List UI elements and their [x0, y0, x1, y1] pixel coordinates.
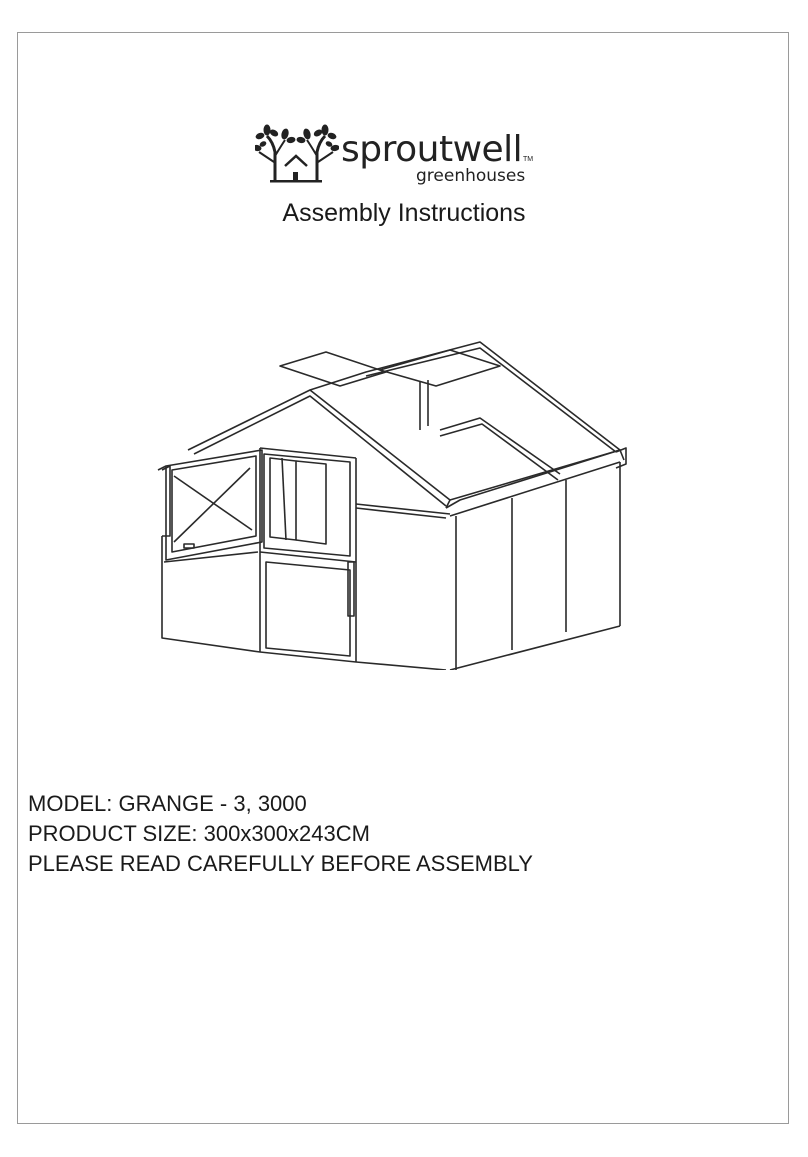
- greenhouse-illustration: [150, 330, 630, 675]
- trees-house-icon: [255, 122, 339, 184]
- read-notice-line: PLEASE READ CAREFULLY BEFORE ASSEMBLY: [28, 851, 533, 876]
- brand-subtitle: greenhouses: [416, 166, 526, 186]
- trademark-mark: TM: [523, 156, 534, 163]
- product-info: [28, 789, 533, 879]
- document-title: Assembly Instructions: [282, 199, 526, 227]
- product-size-line: PRODUCT SIZE: 300x300x243CM: [28, 821, 370, 846]
- brand-name: sproutwell: [341, 129, 523, 170]
- brand-logo: [255, 122, 545, 188]
- model-line: MODEL: GRANGE - 3, 3000: [28, 791, 307, 816]
